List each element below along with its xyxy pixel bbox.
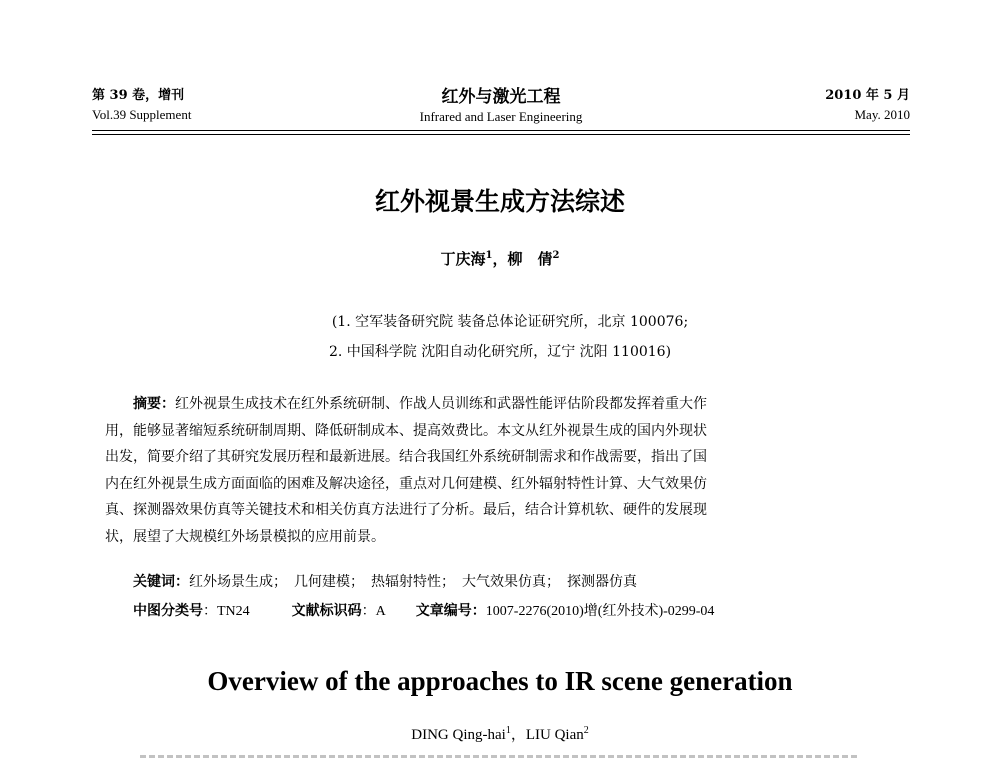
authors-en: [0, 724, 1000, 746]
keywords-text: 红外场景生成； 几何建模； 热辐射特性； 大气效果仿真； 探测器仿真: [189, 574, 637, 590]
article-no-value: 1007-2276(2010)增(红外技术)-0299-04: [485, 604, 715, 619]
label-colon: ：: [361, 603, 376, 619]
header-date-cn: 2010 年 5 月: [825, 88, 910, 103]
abstract-cn: [105, 391, 895, 550]
paper-title-cn: 红外视景生成方法综述: [374, 187, 625, 216]
author-name-en: DING Qing-hai: [411, 727, 506, 743]
header-journal-cn: 红外与激光工程: [441, 87, 561, 107]
header-journal-en: Infrared and Laser Engineering: [419, 109, 583, 124]
author-name: 丁庆海: [440, 250, 486, 268]
abstract-line: [105, 391, 895, 418]
journal-header: [92, 86, 910, 136]
clc-label: 中图分类号: [133, 603, 203, 619]
keywords-label: 关键词：: [133, 574, 189, 590]
label-colon: ：: [203, 603, 217, 619]
header-date: [825, 86, 910, 124]
authors-cn: [0, 248, 1000, 270]
cropped-affiliation-line: [0, 752, 1000, 760]
classification-line: [133, 600, 714, 623]
header-journal: [92, 86, 910, 125]
abstract-line: 用，能够显著缩短系统研制周期、降低研制成本、提高效费比。本文从红外视景生成的国内外现状: [105, 422, 707, 439]
abstract-label: 摘要：: [133, 396, 175, 412]
doc-code-label: 文献标识码: [291, 603, 362, 619]
abstract-text: 红外视景生成技术在红外系统研制、作战人员训练和武器性能评估阶段都发挥着重大作: [175, 396, 707, 412]
header-volume-en: Vol.39 Supplement: [92, 107, 192, 122]
abstract-line: 出发，简要介绍了其研究发展历程和最新进展。结合我国红外系统研制需求和作战需要，指出了国: [105, 449, 707, 465]
author-name-en: LIU Qian: [525, 727, 584, 743]
abstract-line: 真、探测器效果仿真等关键技术和相关仿真方法进行了分析。最后，结合计算机软、硬件的发展现: [105, 502, 707, 518]
header-rule-thin: [92, 134, 910, 135]
header-date-en: May. 2010: [854, 107, 910, 122]
keywords-line: [133, 571, 637, 593]
article-no-label: 文章编号：: [415, 603, 486, 619]
doc-code-value: A: [375, 604, 386, 619]
header-rule-thick: [92, 130, 910, 131]
author-affil-marker: 1: [485, 250, 493, 261]
author-separator: ，: [492, 250, 508, 268]
affiliation-2: 2. 中国科学院 沈阳自动化研究所，辽宁 沈阳 110016): [328, 344, 672, 360]
author-affil-marker: 1: [505, 725, 511, 736]
author-affil-marker: 2: [583, 725, 589, 736]
paper-title-en: Overview of the approaches to IR scene generation: [207, 666, 793, 696]
clc-value: TN24: [217, 604, 250, 619]
abstract-line: 内在红外视景生成方面面临的困难及解决途径，重点对几何建模、红外辐射特性计算、大气效果仿: [105, 475, 707, 492]
header-volume-cn: 第 39 卷，增刊: [92, 88, 185, 103]
author-name: 柳 倩: [507, 250, 553, 268]
author-affil-marker: 2: [552, 250, 560, 261]
affiliation-1: (1. 空军装备研究院 装备总体论证研究所，北京 100076;: [331, 314, 689, 330]
author-separator: ，: [510, 727, 526, 743]
abstract-line: 状，展望了大规模红外场景模拟的应用前景。: [105, 528, 385, 545]
